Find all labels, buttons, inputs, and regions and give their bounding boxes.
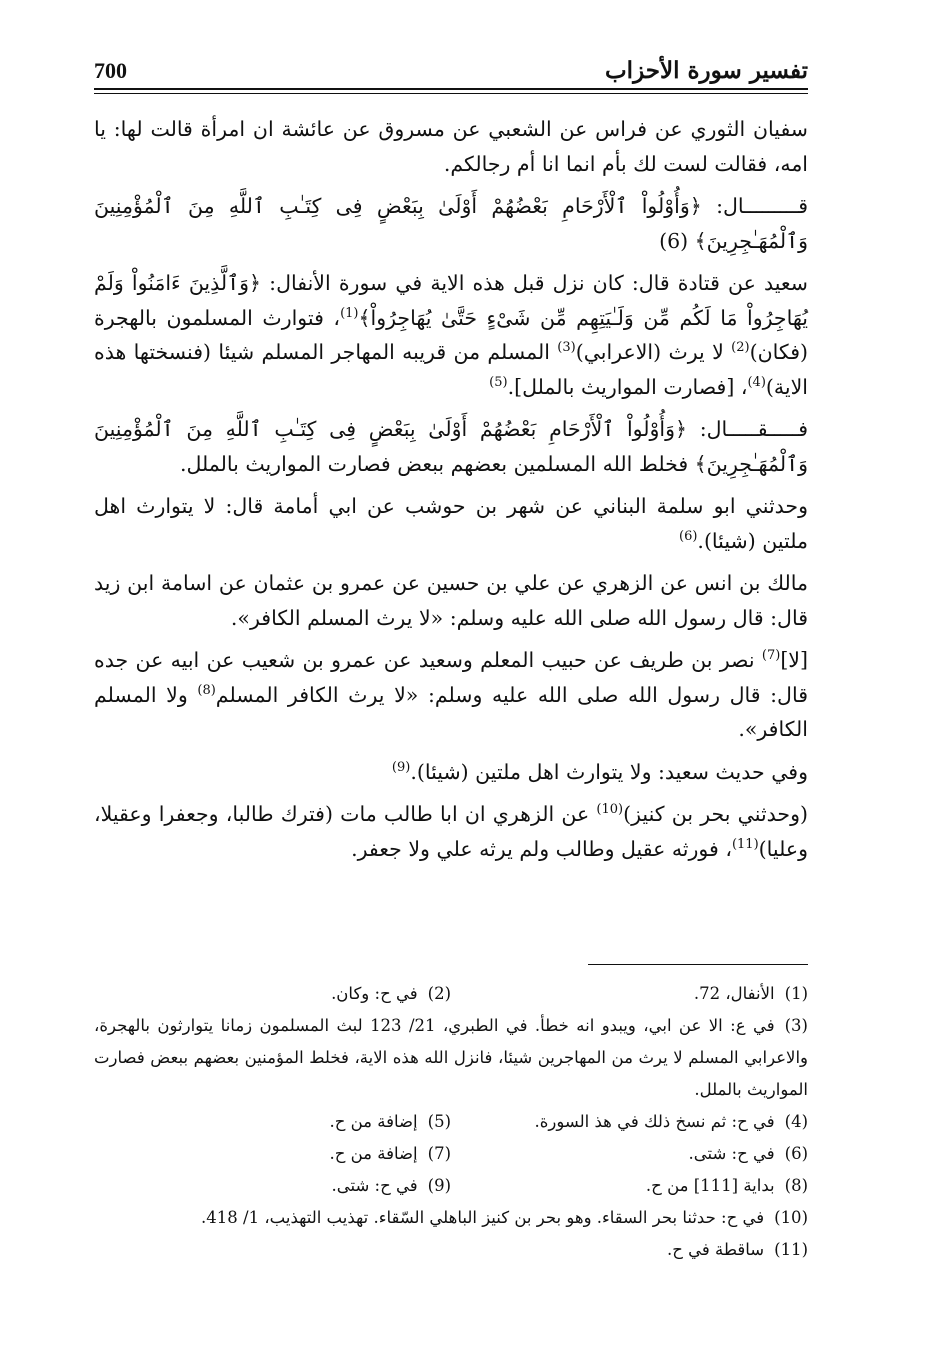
text-run: سعيد عن قتادة قال: كان نزل قبل هذه الاية في سورة الأنفال: [261, 271, 808, 295]
quran-verse: ﴿وَأُوْلُواْ ٱلْأَرْحَامِ بَعْضُهُمْ أَوْلَىٰ بِبَعْضٍ فِى كِتَـٰبِ ٱللَّهِ مِنَ ٱلْمُؤْمِنِينَ وَٱلْمُهَـٰجِرِينَ﴾ [94, 194, 808, 253]
text-run: ، [فصارت المواريث بالملل]. [507, 374, 748, 399]
footnotes [94, 978, 808, 1266]
footnote-ref: (9) [391, 759, 411, 775]
footnote-ref: (4) [747, 374, 766, 390]
paragraph [94, 643, 808, 747]
paragraph [94, 755, 808, 790]
footnote [94, 1010, 808, 1106]
footnote-number: (3) [784, 1016, 808, 1035]
text-run: [لا] [780, 648, 808, 672]
text-run: قـــــــــال: [701, 194, 808, 218]
page-number: 700 [94, 58, 127, 83]
footnote [94, 1106, 451, 1138]
text-run: (6) [659, 228, 695, 253]
footnote-number: (8) [784, 1176, 808, 1195]
text-run: ، فورثه عقيل وطالب ولم يرثه علي ولا جعفر. [351, 836, 732, 861]
footnote [94, 1170, 451, 1202]
text-run: نصر بن طريف عن حبيب المعلم وسعيد عن عمرو بن شعيب عن ابيه عن جده قال: قال رسول الله صلى الله عليه وسلم: «لا يرث الكافر المسلم [94, 648, 808, 707]
quran-verse: ﴿وَأُوْلُواْ ٱلْأَرْحَامِ بَعْضُهُمْ أَوْلَىٰ بِبَعْضٍ فِى كِتَـٰبِ ٱللَّهِ مِنَ ٱلْمُؤْمِنِينَ وَٱلْمُهَـٰجِرِينَ﴾ [94, 417, 808, 476]
footnote-text: في ح: شتى. [688, 1144, 775, 1163]
footnote-row [94, 1106, 808, 1138]
footnote-text: في ح: وكان. [331, 984, 418, 1003]
footnote [451, 1170, 808, 1202]
footnote-number: (9) [427, 1176, 451, 1195]
footnote-row [94, 1170, 808, 1202]
paragraph [94, 266, 808, 404]
header-rule-thin [94, 93, 808, 94]
footnote-separator [588, 964, 808, 965]
footnote-text: الأنفال، 72. [693, 984, 775, 1003]
footnote-ref: (2) [731, 340, 750, 356]
paragraph [94, 797, 808, 866]
footnote-ref: (11) [731, 836, 759, 852]
running-title: تفسير سورة الأحزاب [605, 57, 808, 84]
text-run: عن الزهري ان ابا طالب مات (فترك طالبا، وجعفرا وعقيلا، وعليا) [94, 802, 808, 861]
footnote [94, 1234, 808, 1266]
text-run: مالك بن انس عن الزهري عن علي بن حسين عن عمرو بن عثمان عن اسامة ابن زيد قال: قال رسول الله صلى الله عليه وسلم: «لا يرث المسلم الكافر». [94, 571, 808, 630]
footnote [451, 978, 808, 1010]
text-run: فـــــقـــــال: [687, 417, 808, 441]
text-run: وحدثني ابو سلمة البناني عن شهر بن حوشب عن ابي أمامة قال: لا يتوارث اهل ملتين (شيئا). [94, 494, 808, 553]
footnote-ref: (5) [489, 374, 508, 390]
footnote-ref: (7) [761, 648, 781, 664]
footnote-text: إضافة من ح. [329, 1112, 418, 1131]
footnote [94, 978, 451, 1010]
footnote-ref: (3) [557, 340, 576, 356]
footnote-number: (11) [774, 1240, 808, 1259]
paragraph [94, 489, 808, 558]
text-run: ، فتوارث المسلمون بالهجرة (فكان) [94, 305, 808, 364]
footnote-text: في ح: شتى. [331, 1176, 418, 1195]
paragraph [94, 412, 808, 481]
text-run: وفي حديث سعيد: ولا يتوارث اهل ملتين (شيئا). [410, 759, 808, 784]
paragraph [94, 189, 808, 258]
footnote-number: (4) [784, 1112, 808, 1131]
footnote [451, 1106, 808, 1138]
text-run: سفيان الثوري عن فراس عن الشعبي عن مسروق عن عائشة ان امرأة قالت لها: يا امه، فقالت لست لك بأم انما انا أم رجالكم. [94, 117, 808, 176]
footnote-text: في ح: حدثنا بحر السقاء. وهو بحر بن كنيز الباهلي السّقاء. تهذيب التهذيب، 1/ 418. [201, 1208, 765, 1227]
quran-verse: ﴿وَٱلَّذِينَ ءَامَنُواْ وَلَمْ يُهَاجِرُواْ مَا لَكُم مِّن وَلَـٰيَتِهِم مِّن شَىْءٍ حَتَّىٰ يُهَاجِرُواْ﴾ [94, 271, 808, 330]
footnote-ref: (10) [596, 802, 624, 818]
footnote-number: (10) [774, 1208, 808, 1227]
footnote-text: بداية [111] من ح. [645, 1176, 775, 1195]
footnote-number: (2) [427, 984, 451, 1003]
footnote [451, 1138, 808, 1170]
footnote-text: إضافة من ح. [329, 1144, 418, 1163]
footnote-number: (7) [427, 1144, 451, 1163]
text-run: فخلط الله المسلمين بعضهم ببعض فصارت المواريث بالملل. [179, 451, 695, 476]
footnote-ref: (1) [340, 305, 359, 321]
footnote-ref: (6) [678, 528, 698, 544]
page-header [94, 44, 808, 84]
text-run: (وحدثني بحر بن كنيز) [623, 802, 808, 826]
footnote-row [94, 978, 808, 1010]
footnote-text: ساقطة في ح. [666, 1240, 765, 1259]
footnote-number: (1) [784, 984, 808, 1003]
text-run: المسلم من قريبه المهاجر المسلم شيئا (فنسختها هذه الاية) [94, 340, 808, 399]
footnote-text: في ح: ثم نسخ ذلك في هذ السورة. [534, 1112, 775, 1131]
header-rule [94, 88, 808, 90]
footnote-number: (5) [427, 1112, 451, 1131]
footnote-ref: (8) [197, 682, 216, 698]
text-run: ولا المسلم الكافر». [94, 682, 808, 741]
footnote [94, 1138, 451, 1170]
paragraph [94, 566, 808, 635]
footnote-row [94, 1138, 808, 1170]
footnote [94, 1202, 808, 1234]
footnote-text: في ع: الا عن ابي، ويبدو انه خطأ. في الطبري، 21/ 123 لبث المسلمون زمانا يتوارثون بالهجرة، والاعرابي المسلم لا يرث من المهاجرين شيئا، فانزل الله هذه الاية، فخلط المؤمنين بعضهم ببعض فصارت المواريث بالملل. [94, 1016, 808, 1099]
paragraph [94, 112, 808, 181]
text-run: لا يرث (الاعرابي) [575, 340, 732, 364]
footnote-number: (6) [784, 1144, 808, 1163]
main-text [94, 112, 808, 874]
